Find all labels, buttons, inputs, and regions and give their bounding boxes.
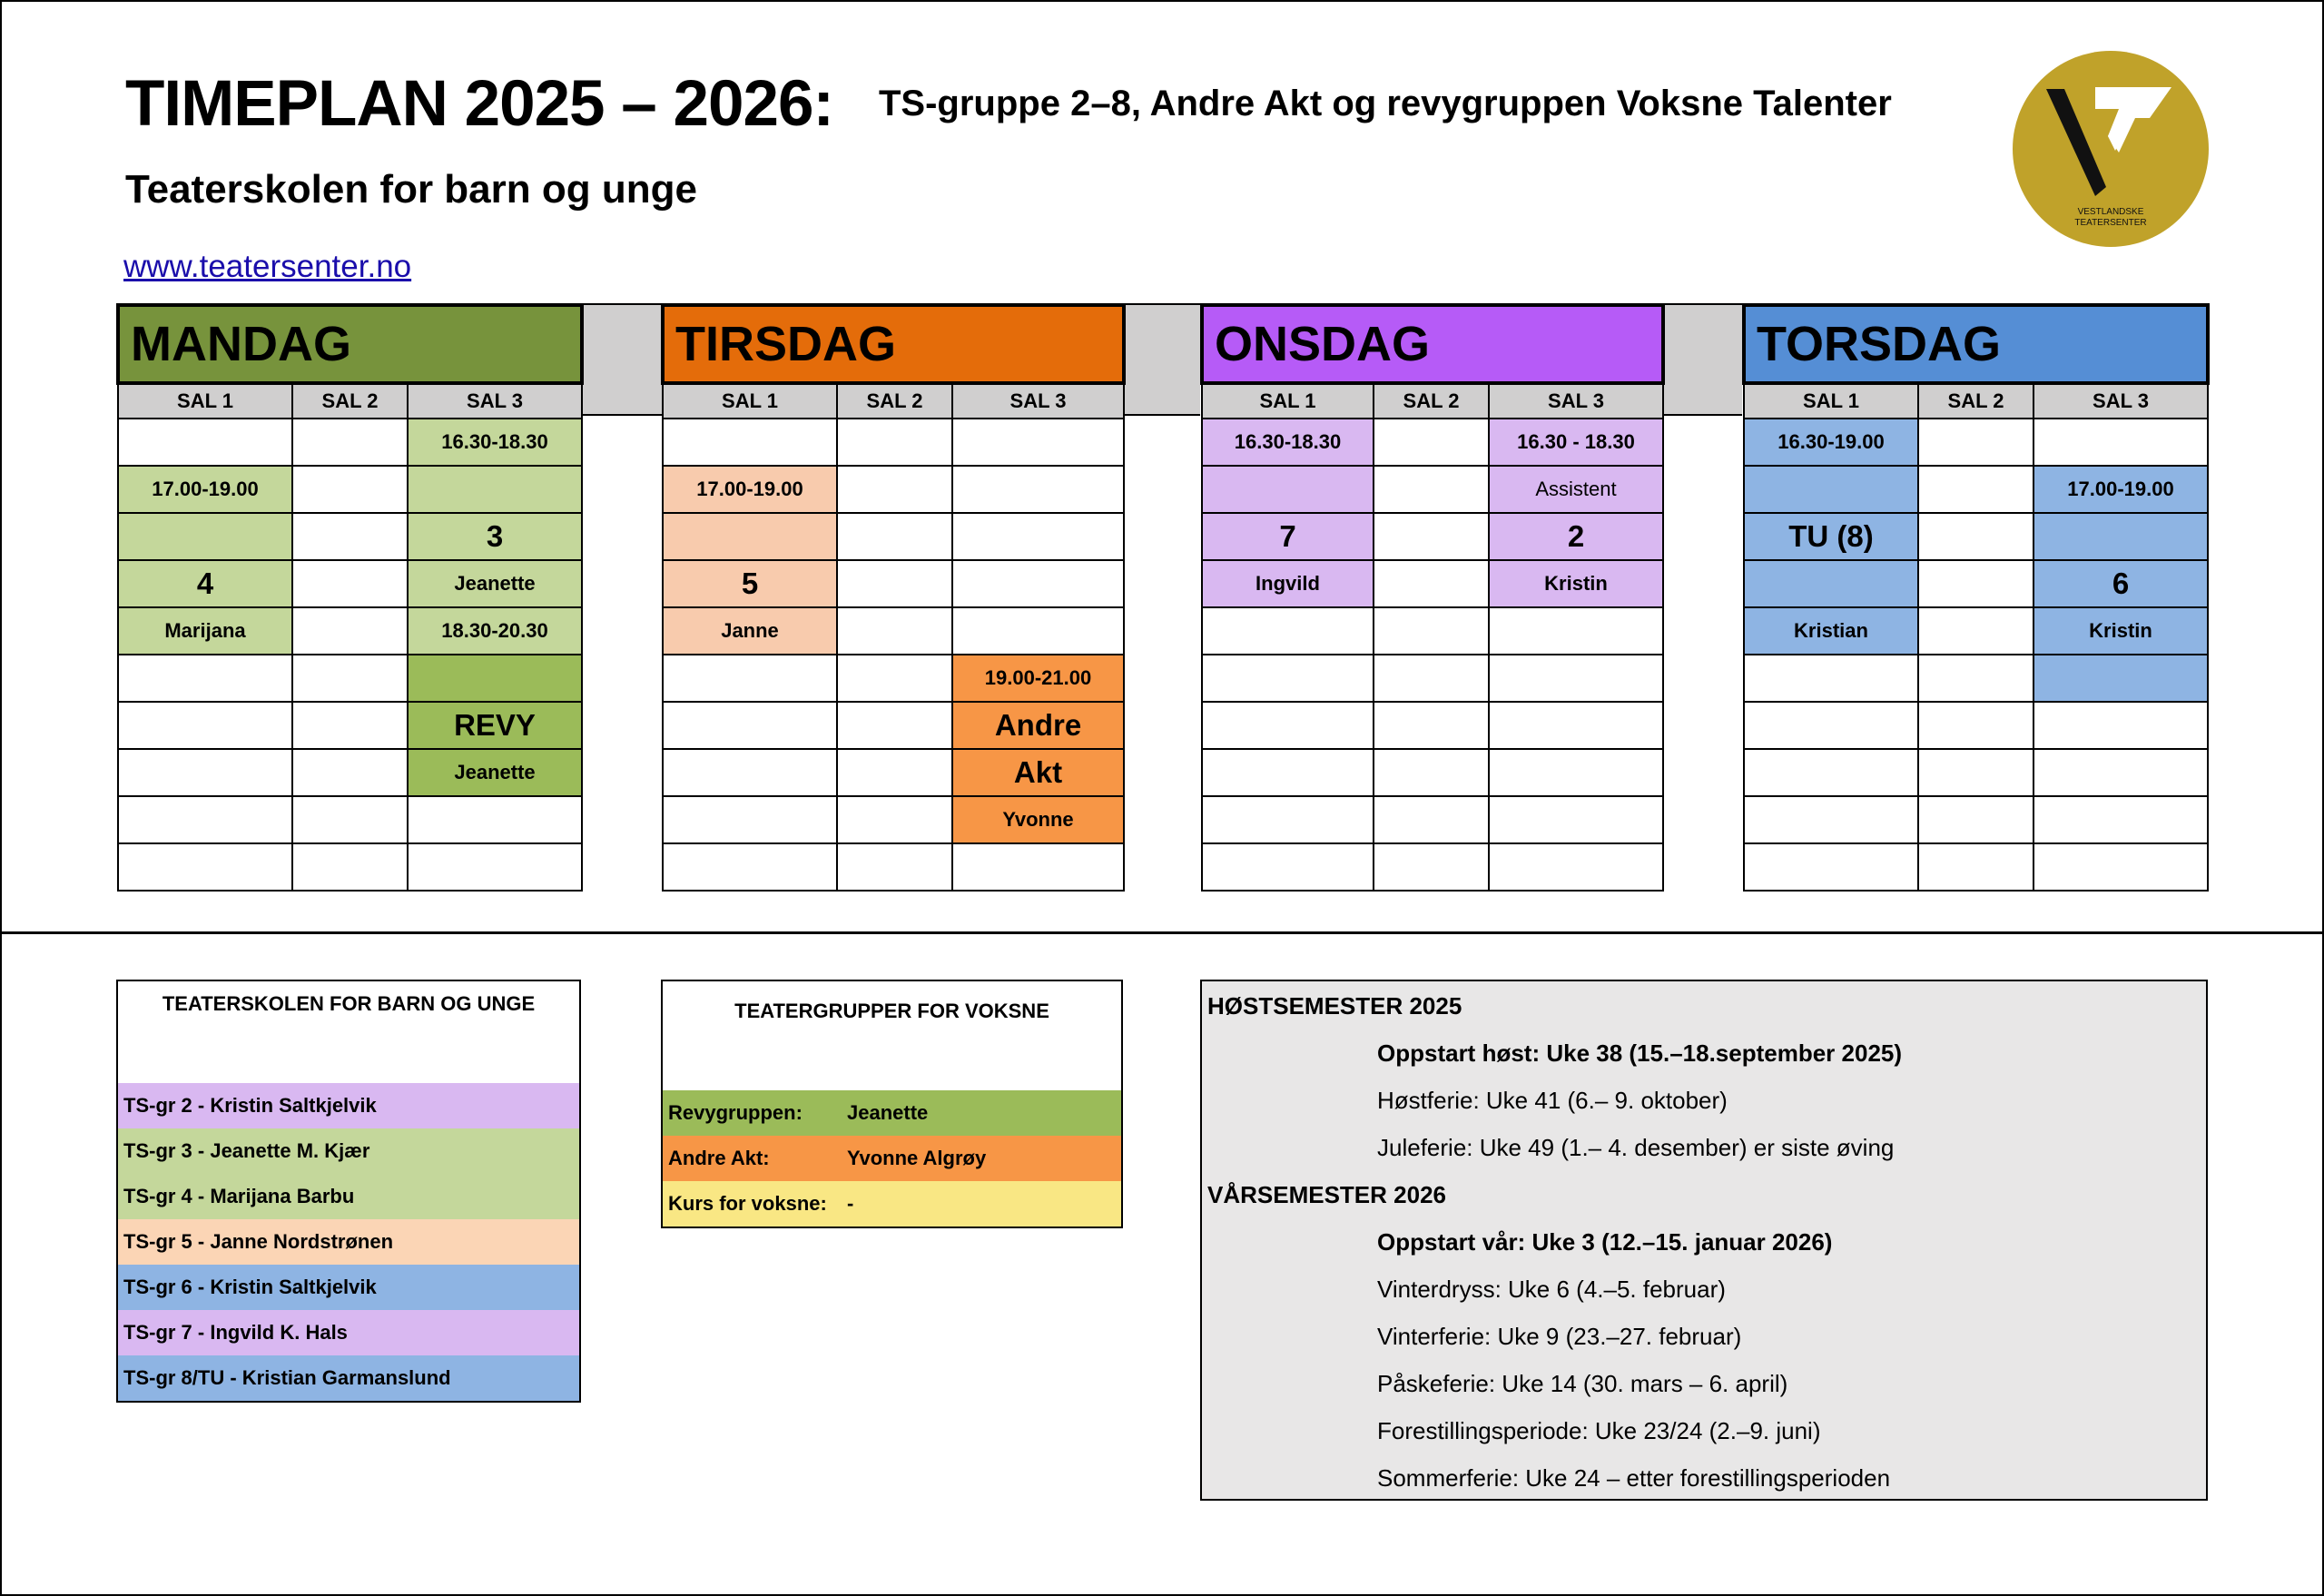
schedule-cell (663, 702, 837, 749)
schedule-cell: Kristian (1744, 607, 1918, 655)
legend-adults-label: Andre Akt: (668, 1147, 770, 1169)
legend-item: TS-gr 7 - Ingvild K. Hals (117, 1310, 580, 1355)
schedule-cell (1918, 607, 2034, 655)
sal-header: SAL 2 (1374, 383, 1489, 419)
schedule-cell (292, 419, 408, 466)
schedule-cell: Andre (952, 702, 1124, 749)
schedule-cell (1202, 607, 1374, 655)
schedule-cell: 7 (1202, 513, 1374, 560)
schedule-cell: Ingvild (1202, 560, 1374, 607)
schedule-cell (2034, 749, 2208, 796)
schedule-cell (1202, 655, 1374, 702)
schedule-cell (837, 419, 952, 466)
schedule-cell: 16.30-18.30 (408, 419, 582, 466)
schedule-cell (292, 560, 408, 607)
schedule-cell (1489, 749, 1663, 796)
sal-header: SAL 1 (1744, 383, 1918, 419)
sal-header: SAL 3 (408, 383, 582, 419)
schedule-cell (663, 749, 837, 796)
page-subtitle: TS-gruppe 2–8, Andre Akt og revygruppen Voksne Talenter (879, 84, 1892, 123)
schedule-cell (292, 607, 408, 655)
schedule-cell: 16.30 - 18.30 (1489, 419, 1663, 466)
schedule-cell (1918, 419, 2034, 466)
schedule-cell (292, 749, 408, 796)
schedule-cell (1202, 702, 1374, 749)
schedule-cell (1374, 513, 1489, 560)
schedule-cell (1744, 655, 1918, 702)
schedule-cell (952, 466, 1124, 513)
schedule-cell (1744, 702, 1918, 749)
sal-header: SAL 3 (2034, 383, 2208, 419)
legend-adults-value: Yvonne Algrøy (847, 1147, 987, 1169)
schedule-cell (1489, 796, 1663, 843)
schedule-cell: TU (8) (1744, 513, 1918, 560)
gap-tue-wed (1123, 303, 1200, 416)
juleferie: Juleferie: Uke 49 (1.– 4. desember) er siste øving (1377, 1134, 1895, 1161)
legend-kids-title: TEATERSKOLEN FOR BARN OG UNGE (162, 992, 536, 1015)
legend-adults-value: - (847, 1192, 854, 1215)
schedule-cell: 6 (2034, 560, 2208, 607)
schedule-cell (952, 419, 1124, 466)
schedule-cell: Yvonne (952, 796, 1124, 843)
schedule-cell (1744, 749, 1918, 796)
schedule-cell (1918, 560, 2034, 607)
schedule-cell (1374, 843, 1489, 891)
legend-adults-title: TEATERGRUPPER FOR VOKSNE (734, 1000, 1049, 1022)
schedule-cell (663, 419, 837, 466)
schedule-cell (1202, 843, 1374, 891)
host-start: Oppstart høst: Uke 38 (15.–18.september 2025) (1377, 1039, 1903, 1067)
day-header-tirsdag: TIRSDAG (663, 305, 1124, 383)
schedule-cell (837, 513, 952, 560)
schedule-cell (408, 843, 582, 891)
schedule-cell (118, 655, 292, 702)
sal-header: SAL 2 (292, 383, 408, 419)
schedule-mandag (116, 303, 584, 892)
day-header-onsdag: ONSDAG (1202, 305, 1663, 383)
schedule-cell (118, 513, 292, 560)
school-name: Teaterskolen for barn og unge (125, 167, 697, 212)
schedule-cell: Akt (952, 749, 1124, 796)
schedule-cell (837, 655, 952, 702)
schedule-cell (1374, 560, 1489, 607)
schedule-cell: 5 (663, 560, 837, 607)
schedule-cell: Kristin (2034, 607, 2208, 655)
schedule-cell (1374, 607, 1489, 655)
sal-header: SAL 2 (1918, 383, 2034, 419)
schedule-cell (837, 702, 952, 749)
schedule-cell (952, 513, 1124, 560)
schedule-cell (1918, 749, 2034, 796)
host-ferie: Høstferie: Uke 41 (6.– 9. oktober) (1377, 1087, 1728, 1114)
legend-item: TS-gr 4 - Marijana Barbu (117, 1174, 580, 1219)
legend-item: TS-gr 8/TU - Kristian Garmanslund (117, 1355, 580, 1402)
schedule-cell (837, 560, 952, 607)
schedule-cell: 16.30-18.30 (1202, 419, 1374, 466)
schedule-cell (837, 607, 952, 655)
host-title: HØSTSEMESTER 2025 (1207, 992, 1462, 1020)
sal-header: SAL 3 (952, 383, 1124, 419)
schedule-cell (837, 843, 952, 891)
legend-adults-label: Revygruppen: (668, 1101, 803, 1124)
schedule-cell (1918, 843, 2034, 891)
schedule-cell: 4 (118, 560, 292, 607)
sal-header: SAL 1 (663, 383, 837, 419)
schedule-cell (1744, 843, 1918, 891)
schedule-cell (118, 843, 292, 891)
schedule-cell (2034, 796, 2208, 843)
schedule-cell (1374, 749, 1489, 796)
vestlandske-teatersenter-logo (2008, 51, 2213, 247)
schedule-tirsdag (661, 303, 1126, 892)
schedule-cell (837, 466, 952, 513)
section-divider (0, 931, 2324, 934)
var-title: VÅRSEMESTER 2026 (1207, 1181, 1446, 1208)
schedule-cell (292, 702, 408, 749)
schedule-cell (663, 796, 837, 843)
schedule-cell (2034, 655, 2208, 702)
legend-adults (661, 980, 1123, 1228)
legend-item: TS-gr 5 - Janne Nordstrønen (117, 1219, 580, 1265)
sal-header: SAL 1 (118, 383, 292, 419)
schedule-cell (1918, 513, 2034, 560)
schedule-cell (1202, 466, 1374, 513)
schedule-cell (408, 466, 582, 513)
var-start: Oppstart vår: Uke 3 (12.–15. januar 2026) (1377, 1228, 1833, 1256)
schedule-cell (292, 466, 408, 513)
schedule-cell: 17.00-19.00 (118, 466, 292, 513)
schedule-cell (837, 796, 952, 843)
gap-wed-thu (1661, 303, 1742, 416)
schedule-cell: Jeanette (408, 749, 582, 796)
schedule-cell: 16.30-19.00 (1744, 419, 1918, 466)
schedule-cell (1374, 702, 1489, 749)
legend-item: TS-gr 6 - Kristin Saltkjelvik (117, 1265, 580, 1310)
schedule-cell (2034, 419, 2208, 466)
sal-header: SAL 2 (837, 383, 952, 419)
schedule-cell (1489, 702, 1663, 749)
schedule-cell (292, 843, 408, 891)
schedule-cell: 17.00-19.00 (663, 466, 837, 513)
paaskeferie: Påskeferie: Uke 14 (30. mars – 6. april) (1377, 1370, 1788, 1397)
schedule-cell (118, 796, 292, 843)
logo-text-2: TEATERSENTER (2074, 218, 2147, 228)
legend-kids (116, 980, 581, 1403)
legend-item: TS-gr 3 - Jeanette M. Kjær (117, 1128, 580, 1174)
schedule-cell (292, 513, 408, 560)
schedule-cell (1374, 796, 1489, 843)
schedule-cell: Jeanette (408, 560, 582, 607)
schedule-cell (408, 796, 582, 843)
schedule-cell (1744, 560, 1918, 607)
schedule-cell (292, 796, 408, 843)
schedule-cell (952, 607, 1124, 655)
day-header-torsdag: TORSDAG (1744, 305, 2208, 383)
schedule-cell (408, 655, 582, 702)
schedule-cell (1489, 607, 1663, 655)
schedule-cell: 3 (408, 513, 582, 560)
schedule-cell (292, 655, 408, 702)
vinterdryss: Vinterdryss: Uke 6 (4.–5. februar) (1377, 1276, 1726, 1303)
day-header-mandag: MANDAG (118, 305, 582, 383)
schedule-cell (1918, 466, 2034, 513)
schedule-cell (2034, 702, 2208, 749)
schedule-cell (1202, 749, 1374, 796)
sal-header: SAL 3 (1489, 383, 1663, 419)
schedule-cell: Kristin (1489, 560, 1663, 607)
schedule-torsdag (1742, 303, 2210, 892)
schedule-cell (952, 843, 1124, 891)
schedule-cell (1744, 466, 1918, 513)
forestilling: Forestillingsperiode: Uke 23/24 (2.–9. juni) (1377, 1417, 1821, 1444)
legend-adults-label: Kurs for voksne: (668, 1192, 827, 1215)
website-link[interactable]: www.teatersenter.no (123, 249, 412, 284)
schedule-cell (1374, 655, 1489, 702)
schedule-cell (2034, 513, 2208, 560)
schedule-onsdag (1200, 303, 1665, 892)
schedule-cell (1918, 702, 2034, 749)
logo-text-1: VESTLANDSKE (2077, 207, 2144, 217)
schedule-cell: REVY (408, 702, 582, 749)
schedule-cell (1918, 655, 2034, 702)
schedule-cell (952, 560, 1124, 607)
schedule-cell (1918, 796, 2034, 843)
schedule-cell (663, 843, 837, 891)
schedule-cell (1744, 796, 1918, 843)
schedule-cell (1374, 419, 1489, 466)
sal-header: SAL 1 (1202, 383, 1374, 419)
vinterferie: Vinterferie: Uke 9 (23.–27. februar) (1377, 1323, 1742, 1350)
schedule-cell (1489, 843, 1663, 891)
schedule-cell: 19.00-21.00 (952, 655, 1124, 702)
schedule-cell: 18.30-20.30 (408, 607, 582, 655)
schedule-cell: Marijana (118, 607, 292, 655)
schedule-cell (1202, 796, 1374, 843)
gap-mon-tue (581, 303, 662, 416)
sommerferie: Sommerferie: Uke 24 – etter forestillingsperioden (1377, 1464, 1891, 1492)
schedule-cell (2034, 843, 2208, 891)
page-title: TIMEPLAN 2025 – 2026: (125, 68, 834, 140)
legend-item: TS-gr 2 - Kristin Saltkjelvik (117, 1083, 580, 1128)
schedule-cell (837, 749, 952, 796)
schedule-cell (118, 419, 292, 466)
schedule-cell (663, 513, 837, 560)
schedule-cell: 2 (1489, 513, 1663, 560)
schedule-cell (118, 702, 292, 749)
semester-info (1200, 980, 2208, 1501)
schedule-cell (663, 655, 837, 702)
schedule-cell (118, 749, 292, 796)
schedule-cell: Assistent (1489, 466, 1663, 513)
schedule-cell (1374, 466, 1489, 513)
schedule-cell (1489, 655, 1663, 702)
schedule-cell: Janne (663, 607, 837, 655)
legend-adults-value: Jeanette (847, 1101, 929, 1124)
schedule-cell: 17.00-19.00 (2034, 466, 2208, 513)
